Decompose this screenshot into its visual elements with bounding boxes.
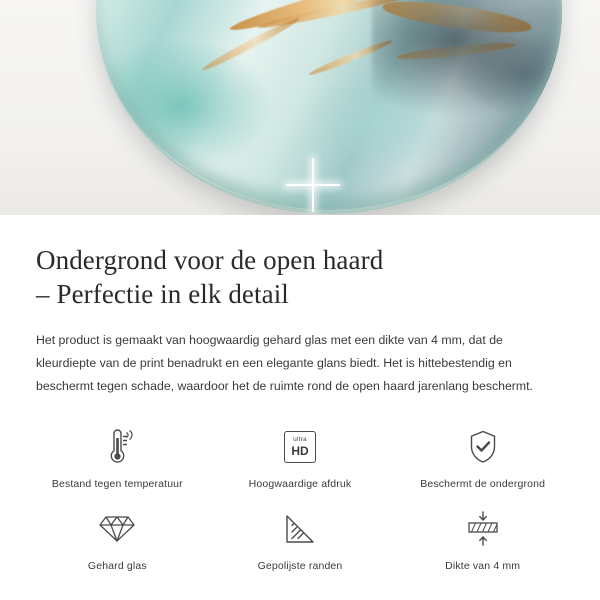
feature-label: Hoogwaardige afdruk xyxy=(248,478,352,490)
shield-check-icon xyxy=(465,424,501,470)
hero-image xyxy=(0,0,600,215)
feature-item-polished-edges xyxy=(209,506,392,572)
feature-item-thickness xyxy=(391,506,574,572)
diamond-icon xyxy=(98,506,136,552)
feature-item-surface-protection xyxy=(391,424,574,490)
feature-item-tempered-glass xyxy=(26,506,209,572)
glass-disc-product xyxy=(96,0,562,214)
text-content xyxy=(0,243,600,398)
feature-label: Bestand tegen temperatuur xyxy=(51,478,183,490)
polished-edges-icon xyxy=(283,506,317,552)
thermometer-icon xyxy=(100,424,134,470)
feature-item-temperature xyxy=(26,424,209,490)
feature-label: Gepolijste randen xyxy=(257,560,343,572)
description-paragraph: Het product is gemaakt van hoogwaardig gehard glas met een dikte van 4 mm, dat de kleurdiepte van de print benadrukt en een elegante glans biedt. Het is hittebestendig en beschermt tegen schade, waardoor het de ruimte rond de open haard jarenlang beschermt. xyxy=(36,333,533,393)
thickness-icon xyxy=(463,506,503,552)
headline-line-2: – Perfectie in elk detail xyxy=(36,279,289,309)
ultra-hd-icon xyxy=(284,424,316,470)
ultra-hd-badge-top: ultra xyxy=(293,436,307,444)
feature-label: Gehard glas xyxy=(87,560,147,572)
page-title xyxy=(36,243,564,311)
headline-line-1: Ondergrond voor de open haard xyxy=(36,245,384,275)
feature-label: Dikte van 4 mm xyxy=(445,560,521,572)
feature-item-print-quality xyxy=(209,424,392,490)
feature-grid xyxy=(0,424,600,572)
ultra-hd-badge-bottom: HD xyxy=(291,443,309,458)
feature-label: Beschermt de ondergrond xyxy=(420,478,546,490)
